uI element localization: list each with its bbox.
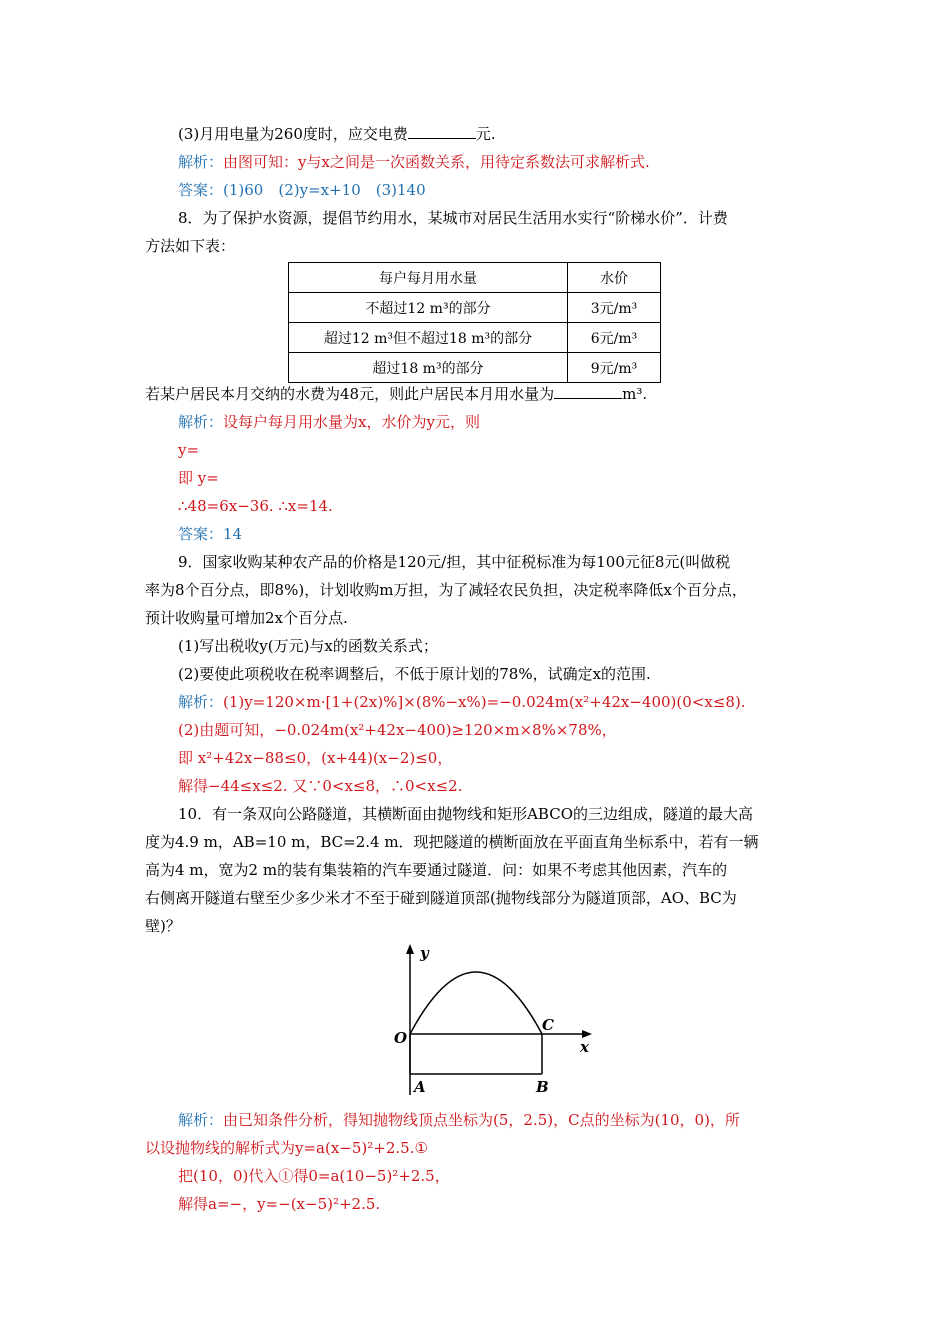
q8-line1: 8．为了保护水资源，提倡节约用水，某城市对居民生活用水实行“阶梯水价”．计费 xyxy=(178,209,728,227)
x-axis-arrow xyxy=(582,1030,592,1038)
q8-y-eq: y= xyxy=(178,441,200,459)
q7-analysis-label: 解析： xyxy=(178,153,224,171)
q8-analysis xyxy=(178,412,480,432)
q7-answer-label: 答案： xyxy=(178,181,224,199)
label-C: C xyxy=(542,1016,554,1034)
parabola-roof xyxy=(410,972,542,1034)
q10-a2: 以设抛物线的解析式为y=a(x−5)²+2.5.① xyxy=(145,1139,428,1157)
q9-line1: 9．国家收购某种农产品的价格是120元/担，其中征税标准为每100元征8元(叫做税 xyxy=(178,553,731,571)
label-y: y xyxy=(420,944,429,962)
table-header-row xyxy=(289,263,661,293)
q7-answer xyxy=(178,180,426,200)
q9-sub2: (2)要使此项税收在税率调整后，不低于原计划的78%，试确定x的范围. xyxy=(178,665,651,683)
q9-a1: (1)y=120×m·[1+(2x)%]×(8%−x%)=−0.024m(x²+42x−400)(0<x≤8). xyxy=(223,693,746,711)
q7-part3-end: 元. xyxy=(475,125,496,143)
q8-question-text: 若某户居民本月交纳的水费为48元，则此户居民本月用水量为 xyxy=(145,385,555,403)
q7-analysis xyxy=(178,152,650,172)
q8-question xyxy=(145,384,647,404)
q10-analysis-label: 解析： xyxy=(178,1111,224,1129)
table-cell: 不超过12 m³的部分 xyxy=(289,293,568,323)
y-axis-arrow xyxy=(406,944,414,954)
q9-a4: 解得−44≤x≤2. 又∵0<x≤8，∴0<x≤2. xyxy=(178,777,463,795)
table-row xyxy=(289,293,661,323)
q8-answer xyxy=(178,524,242,544)
q8-analysis-text: 设每户每月用水量为x，水价为y元，则 xyxy=(223,413,480,431)
q10-analysis xyxy=(178,1110,740,1130)
table-cell: 超过12 m³但不超过18 m³的部分 xyxy=(289,323,568,353)
q8-ji-y: 即 y= xyxy=(178,469,219,487)
q8-solve: ∴48=6x−36. ∴x=14. xyxy=(178,497,333,515)
table-header-cell: 水价 xyxy=(568,263,661,293)
q8-analysis-label: 解析： xyxy=(178,413,224,431)
q9-a2: (2)由题可知，−0.024m(x²+42x−400)≥120×m×8%×78%， xyxy=(178,721,617,739)
table-cell: 3元/m³ xyxy=(568,293,661,323)
q10-line5: 壁)？ xyxy=(145,917,181,935)
q7-analysis-text: 由图可知：y与x之间是一次函数关系，用待定系数法可求解析式. xyxy=(223,153,650,171)
q7-answer-text: (1)60 (2)y=x+10 (3)140 xyxy=(223,181,426,199)
label-B: B xyxy=(536,1078,549,1096)
q9-sub1: (1)写出税收y(万元)与x的函数关系式； xyxy=(178,637,438,655)
q9-line2: 率为8个百分点，即8%)，计划收购m万担，为了减轻农民负担，决定税率降低x个百分点， xyxy=(145,581,747,599)
q10-a3: 把(10，0)代入①得0=a(10−5)²+2.5， xyxy=(178,1167,450,1185)
q10-a1: 由已知条件分析，得知抛物线顶点坐标为(5，2.5)，C点的坐标为(10，0)，所 xyxy=(223,1111,740,1129)
q9-analysis xyxy=(178,692,746,712)
q7-part3 xyxy=(178,124,496,144)
table-cell: 6元/m³ xyxy=(568,323,661,353)
q10-line1: 10．有一条双向公路隧道，其横断面由抛物线和矩形ABCO的三边组成，隧道的最大高 xyxy=(178,805,753,823)
q10-line4: 右侧离开隧道右壁至少多少米才不至于碰到隧道顶部(抛物线部分为隧道顶部，AO、BC为 xyxy=(145,889,737,907)
table-cell: 9元/m³ xyxy=(568,353,661,383)
table-row xyxy=(289,323,661,353)
q10-line3: 高为4 m，宽为2 m的装有集装箱的汽车要通过隧道．问：如果不考虑其他因素，汽车的 xyxy=(145,861,728,879)
q7-part3-text: (3)月用电量为260度时，应交电费 xyxy=(178,125,408,143)
q9-analysis-label: 解析： xyxy=(178,693,224,711)
tunnel-figure xyxy=(390,940,600,1100)
water-price-table xyxy=(288,262,661,383)
q8-blank xyxy=(554,384,622,399)
q9-line3: 预计收购量可增加2x个百分点. xyxy=(145,609,348,627)
q10-a4: 解得a=−，y=−(x−5)²+2.5. xyxy=(178,1195,381,1213)
label-A: A xyxy=(414,1078,426,1096)
q10-line2: 度为4.9 m，AB=10 m，BC=2.4 m．现把隧道的横断面放在平面直角坐标系中，若有一辆 xyxy=(145,833,759,851)
q8-answer-label: 答案： xyxy=(178,525,224,543)
table-row xyxy=(289,353,661,383)
q8-question-end: m³. xyxy=(622,385,648,403)
table-header-cell: 每户每月用水量 xyxy=(289,263,568,293)
q7-blank xyxy=(408,124,476,139)
label-O: O xyxy=(394,1029,408,1047)
table-cell: 超过18 m³的部分 xyxy=(289,353,568,383)
label-x: x xyxy=(580,1038,589,1056)
q8-answer-text: 14 xyxy=(223,525,243,543)
q9-a3: 即 x²+42x−88≤0，(x+44)(x−2)≤0， xyxy=(178,749,453,767)
q8-line2: 方法如下表： xyxy=(145,237,236,255)
